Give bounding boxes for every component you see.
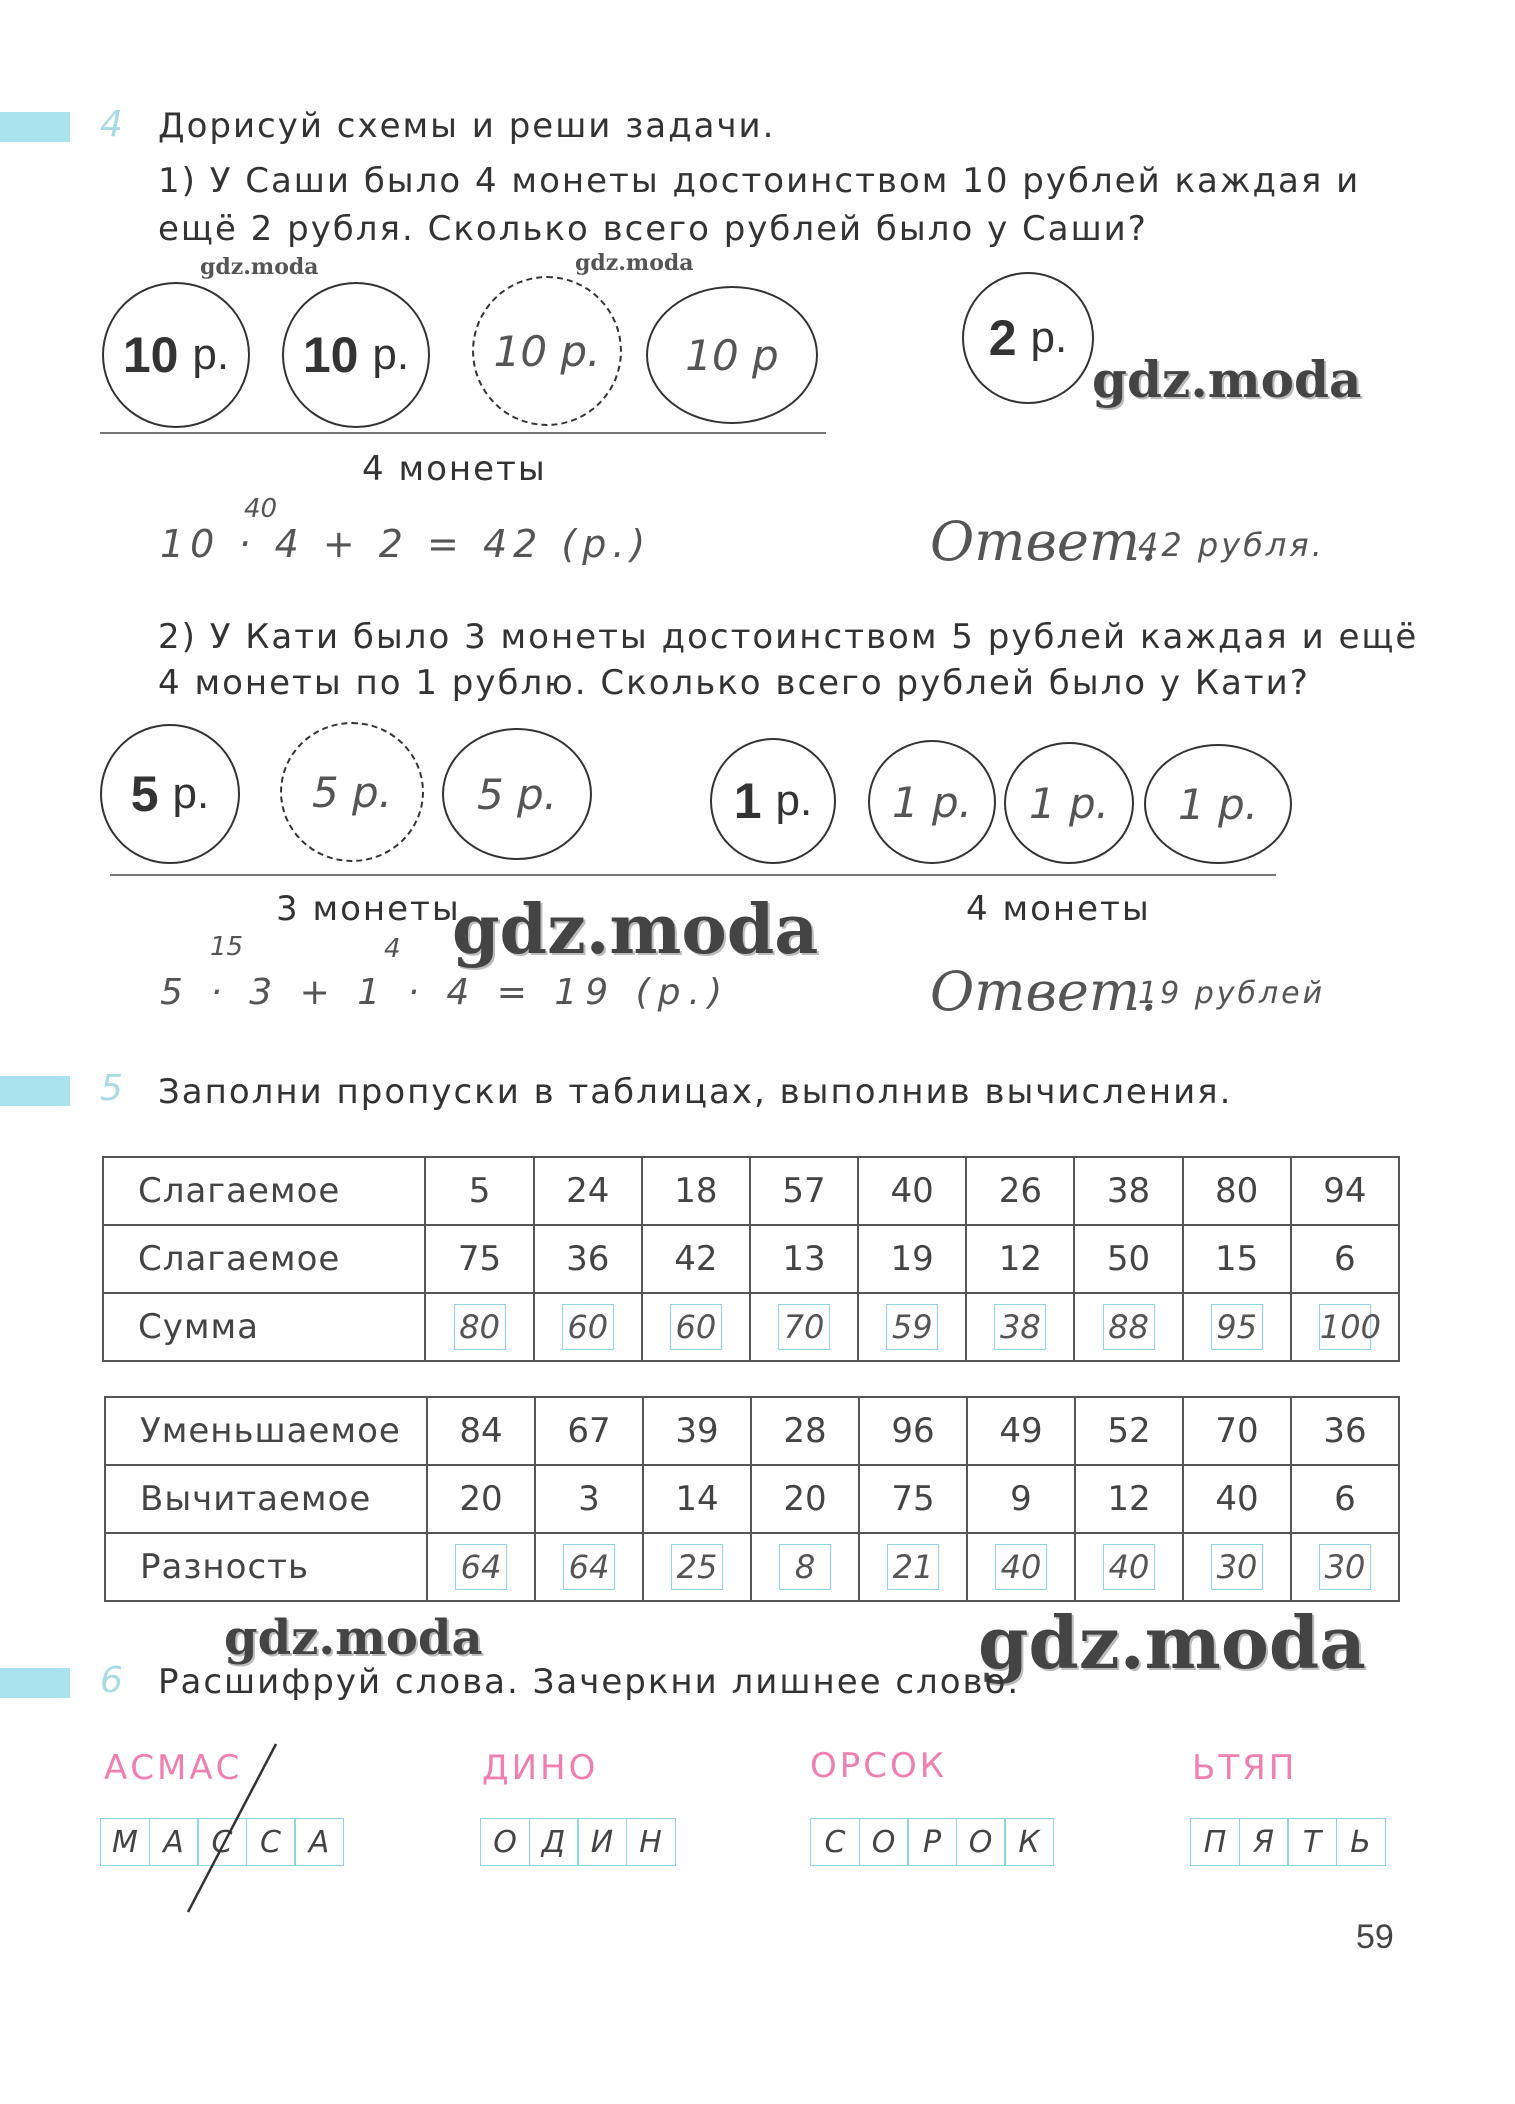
table-cell: 40: [858, 1157, 966, 1225]
answer-box: 95: [1211, 1304, 1263, 1350]
table-cell: 12: [1075, 1465, 1183, 1533]
table-row: [103, 1225, 1399, 1293]
coin-printed: 10 р.: [282, 282, 430, 428]
letter-box: О: [859, 1818, 909, 1866]
answer-box: 38: [994, 1304, 1046, 1350]
coin-drawn: 10 р: [646, 286, 818, 424]
watermark: gdz.moda: [978, 1600, 1366, 1685]
answer-cell: [859, 1533, 967, 1601]
scrambled-word: ОРСОК: [810, 1746, 947, 1786]
letter-boxes: [810, 1818, 1053, 1866]
table-cell: 36: [1291, 1397, 1399, 1465]
table-cell: 24: [534, 1157, 642, 1225]
task-number: 5: [100, 1068, 123, 1109]
task-title: Расшифруй слова. Зачеркни лишнее слово.: [158, 1662, 1021, 1702]
calc-partial: 40: [244, 494, 278, 524]
letter-box: Д: [529, 1818, 579, 1866]
answer-value: 19 рублей: [1138, 976, 1326, 1011]
table-cell: 36: [534, 1225, 642, 1293]
group-label: 3 монеты: [276, 889, 461, 929]
answer-cell: [1075, 1533, 1183, 1601]
answer-box: 30: [1319, 1544, 1371, 1590]
table-cell: 6: [1291, 1465, 1399, 1533]
answer-cell: [858, 1293, 966, 1361]
answer-cell: [643, 1533, 751, 1601]
coin-drawn: 5 р.: [442, 728, 592, 860]
cross-out-line: [180, 1740, 300, 1920]
coin-drawn: 1 р.: [1004, 742, 1134, 864]
task-number: 4: [100, 104, 123, 145]
letter-boxes: [1190, 1818, 1384, 1866]
table-cell: 38: [1074, 1157, 1182, 1225]
coin-printed: 5 р.: [100, 724, 240, 864]
watermark: gdz.moda: [224, 1610, 483, 1666]
letter-box: К: [1004, 1818, 1054, 1866]
letter-box: И: [577, 1818, 627, 1866]
answer-box: 40: [1103, 1544, 1155, 1590]
group-label: 4 монеты: [966, 889, 1151, 929]
answer-cell: [751, 1533, 859, 1601]
coin-drawn: 10 р.: [472, 276, 622, 426]
group-label: 4 монеты: [362, 449, 547, 489]
table-cell: 49: [967, 1397, 1075, 1465]
answer-box: 30: [1211, 1544, 1263, 1590]
letter-box: С: [197, 1818, 247, 1866]
table-cell: 57: [750, 1157, 858, 1225]
answer-cell: [427, 1533, 535, 1601]
table-cell: 20: [751, 1465, 859, 1533]
watermark: gdz.moda: [575, 250, 694, 276]
calc-partial: 15: [210, 932, 244, 962]
watermark: gdz.moda: [1092, 350, 1362, 409]
coin-printed: 2 р.: [962, 272, 1094, 404]
page-number: 59: [1356, 1918, 1394, 1956]
scheme-line: [100, 432, 826, 434]
answer-box: 21: [887, 1544, 939, 1590]
table-cell: 20: [427, 1465, 535, 1533]
scrambled-word: ДИНО: [482, 1748, 599, 1788]
answer-box: 70: [778, 1304, 830, 1350]
table-cell: 94: [1291, 1157, 1399, 1225]
table-cell: 14: [643, 1465, 751, 1533]
task-title: Заполни пропуски в таблицах, выполнив вычисления.: [158, 1072, 1233, 1112]
problem-text-line: 2) У Кати было 3 монеты достоинством 5 рублей каждая и ещё: [158, 617, 1419, 657]
problem-text-line: ещё 2 рубля. Сколько всего рублей было у Саши?: [158, 209, 1148, 249]
answer-box: 64: [563, 1544, 615, 1590]
task-marker-bar: [0, 112, 70, 142]
answer-cell: [1183, 1533, 1291, 1601]
table-cell: 18: [642, 1157, 750, 1225]
answer-cell: [642, 1293, 750, 1361]
table-cell: 39: [643, 1397, 751, 1465]
coin-printed: 1 р.: [710, 738, 836, 864]
coin-drawn: 5 р.: [280, 722, 424, 862]
table-row: [105, 1397, 1399, 1465]
letter-box: С: [810, 1818, 860, 1866]
scheme-line: [110, 874, 276, 876]
table-cell: 6: [1291, 1225, 1399, 1293]
answer-cell: [966, 1293, 1074, 1361]
row-label: Уменьшаемое: [105, 1397, 427, 1465]
table-cell: 5: [425, 1157, 533, 1225]
table-cell: 84: [427, 1397, 535, 1465]
letter-box: Я: [1239, 1818, 1289, 1866]
scheme-line: [276, 874, 1276, 876]
table-cell: 19: [858, 1225, 966, 1293]
table-cell: 13: [750, 1225, 858, 1293]
row-label: Разность: [105, 1533, 427, 1601]
table-cell: 96: [859, 1397, 967, 1465]
letter-box: О: [956, 1818, 1006, 1866]
answer-cell: [535, 1533, 643, 1601]
answer-box: 80: [454, 1304, 506, 1350]
table-row: [105, 1533, 1399, 1601]
answer-box: 60: [562, 1304, 614, 1350]
table-cell: 75: [859, 1465, 967, 1533]
table-cell: 52: [1075, 1397, 1183, 1465]
table-cell: 28: [751, 1397, 859, 1465]
answer-box: 8: [779, 1544, 831, 1590]
answer-box: 100: [1319, 1304, 1371, 1350]
letter-box: А: [294, 1818, 344, 1866]
table-cell: 75: [425, 1225, 533, 1293]
table-cell: 80: [1183, 1157, 1291, 1225]
answer-cell: [1291, 1293, 1399, 1361]
table-row: [103, 1293, 1399, 1361]
answer-box: 40: [995, 1544, 1047, 1590]
answer-cell: [750, 1293, 858, 1361]
difference-table: [104, 1396, 1400, 1602]
problem-text-line: 1) У Саши было 4 монеты достоинством 10 рублей каждая и: [158, 161, 1361, 201]
answer-box: 60: [670, 1304, 722, 1350]
table-cell: 67: [535, 1397, 643, 1465]
answer-cell: [967, 1533, 1075, 1601]
coin-drawn: 1 р.: [868, 740, 996, 864]
answer-word: Ответ.: [930, 510, 1158, 573]
answer-cell: [1183, 1293, 1291, 1361]
scrambled-word: ЬТЯП: [1192, 1748, 1298, 1788]
table-cell: 3: [535, 1465, 643, 1533]
watermark: gdz.moda: [200, 254, 319, 280]
row-label: Слагаемое: [103, 1157, 425, 1225]
table-row: [103, 1157, 1399, 1225]
table-row: [105, 1465, 1399, 1533]
table-cell: 50: [1074, 1225, 1182, 1293]
calc-partial: 4: [384, 934, 401, 964]
table-cell: 12: [966, 1225, 1074, 1293]
task-title: Дорисуй схемы и реши задачи.: [158, 106, 776, 146]
table-cell: 40: [1183, 1465, 1291, 1533]
table-cell: 42: [642, 1225, 750, 1293]
task-marker-bar: [0, 1076, 70, 1106]
scrambled-word: АСМАС: [104, 1748, 243, 1788]
answer-cell: [425, 1293, 533, 1361]
table-cell: 9: [967, 1465, 1075, 1533]
letter-box: М: [100, 1818, 150, 1866]
coin-drawn: 1 р.: [1144, 744, 1292, 864]
answer-cell: [534, 1293, 642, 1361]
watermark: gdz.moda: [452, 890, 819, 970]
calc-expression: 10 · 4 + 2 = 42 (р.): [160, 522, 652, 566]
letter-box: А: [149, 1818, 199, 1866]
problem-text-line: 4 монеты по 1 рублю. Сколько всего рублей было у Кати?: [158, 663, 1310, 703]
answer-box: 59: [886, 1304, 938, 1350]
letter-box: Ь: [1336, 1818, 1386, 1866]
row-label: Слагаемое: [103, 1225, 425, 1293]
table-cell: 15: [1183, 1225, 1291, 1293]
row-label: Сумма: [103, 1293, 425, 1361]
letter-boxes: [480, 1818, 674, 1866]
answer-cell: [1074, 1293, 1182, 1361]
answer-cell: [1291, 1533, 1399, 1601]
row-label: Вычитаемое: [105, 1465, 427, 1533]
coin-printed: 10 р.: [102, 282, 250, 428]
answer-box: 64: [455, 1544, 507, 1590]
table-cell: 70: [1183, 1397, 1291, 1465]
letter-box: П: [1190, 1818, 1240, 1866]
answer-box: 25: [671, 1544, 723, 1590]
letter-box: Т: [1287, 1818, 1337, 1866]
letter-box: Н: [626, 1818, 676, 1866]
letter-box: Р: [907, 1818, 957, 1866]
sum-table: [102, 1156, 1400, 1362]
letter-box: С: [246, 1818, 296, 1866]
answer-box: 88: [1103, 1304, 1155, 1350]
letter-box: О: [480, 1818, 530, 1866]
answer-value: 42 рубля.: [1138, 526, 1325, 564]
answer-word: Ответ.: [930, 960, 1158, 1023]
table-cell: 26: [966, 1157, 1074, 1225]
task-marker-bar: [0, 1668, 70, 1698]
calc-expression: 5 · 3 + 1 · 4 = 19 (р.): [160, 972, 731, 1013]
task-number: 6: [100, 1660, 123, 1701]
